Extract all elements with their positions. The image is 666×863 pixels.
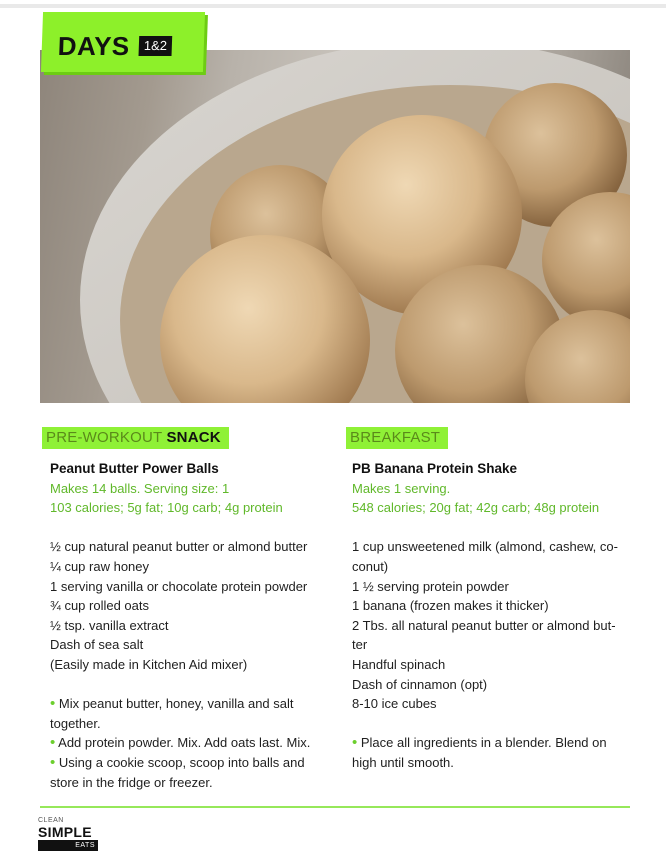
ingredient-item: ½ cup natural peanut butter or almond butter xyxy=(50,539,308,555)
ingredient-item: Dash of sea salt xyxy=(50,637,144,653)
ingredient-item: ¾ cup rolled oats xyxy=(50,598,150,614)
ingredient-item: 2 Tbs. all natural peanut butter or almond but- xyxy=(352,617,616,633)
step-item: • Place all ingredients in a blender. Blend on xyxy=(352,734,607,752)
bullet-dot-icon: • xyxy=(50,753,56,771)
snack-recipe xyxy=(50,459,340,792)
breakfast-recipe xyxy=(352,459,634,773)
bottom-divider xyxy=(40,806,630,808)
step-item: • Using a cookie scoop, scoop into balls and xyxy=(50,753,305,771)
ingredient-item: 1 banana (frozen makes it thicker) xyxy=(352,598,549,614)
step-item: • Mix peanut butter, honey, vanilla and salt xyxy=(50,695,294,713)
ingredient-item: 1 ½ serving protein powder xyxy=(352,578,509,594)
serving-info: Makes 1 serving. xyxy=(352,480,451,496)
logo-eats: EATS xyxy=(38,840,98,851)
bullet-dot-icon: • xyxy=(50,695,56,713)
bullet-dot-icon: • xyxy=(50,734,56,752)
ingredient-item: ter xyxy=(352,637,368,653)
recipe-title: Peanut Butter Power Balls xyxy=(50,461,219,476)
ingredient-item: conut) xyxy=(352,558,389,574)
tag-prefix: PRE-WORKOUT xyxy=(46,429,167,446)
days-number: 1&2 xyxy=(139,36,173,56)
nutrition-info: 103 calories; 5g fat; 10g carb; 4g protein xyxy=(50,500,283,516)
ingredient-item: (Easily made in Kitchen Aid mixer) xyxy=(50,656,248,672)
logo-simple: SIMPLE xyxy=(38,824,92,840)
breakfast-tag xyxy=(346,427,448,449)
ingredient-item: ¼ cup raw honey xyxy=(50,558,150,574)
step-item: • Add protein powder. Mix. Add oats last. Mix. xyxy=(50,734,311,752)
clean-simple-eats-logo xyxy=(38,817,98,851)
step-item-continued: together. xyxy=(50,715,101,731)
recipe-title: PB Banana Protein Shake xyxy=(352,461,518,476)
nutrition-info: 548 calories; 20g fat; 42g carb; 48g protein xyxy=(352,500,600,516)
serving-info: Makes 14 balls. Serving size: 1 xyxy=(50,480,230,496)
ingredient-item: ½ tsp. vanilla extract xyxy=(50,617,169,633)
tag-bold: SNACK xyxy=(166,429,221,446)
pre-workout-snack-tag xyxy=(42,427,229,449)
logo-clean: CLEAN xyxy=(38,817,64,824)
days-label: DAYS xyxy=(57,31,131,61)
step-item-continued: store in the fridge or freezer. xyxy=(50,774,213,790)
top-divider xyxy=(0,4,666,8)
days-badge xyxy=(41,12,205,72)
ingredient-item: Dash of cinnamon (opt) xyxy=(352,676,488,692)
tag-label: BREAKFAST xyxy=(350,429,441,446)
power-balls-illustration xyxy=(40,50,630,403)
recipe-photo xyxy=(40,50,630,403)
ingredient-item: 1 serving vanilla or chocolate protein powder xyxy=(50,578,308,594)
ingredient-item: 8-10 ice cubes xyxy=(352,696,437,712)
step-item-continued: high until smooth. xyxy=(352,754,454,770)
ingredient-item: 1 cup unsweetened milk (almond, cashew, co- xyxy=(352,539,618,555)
ingredient-item: Handful spinach xyxy=(352,656,446,672)
bullet-dot-icon: • xyxy=(352,734,358,752)
